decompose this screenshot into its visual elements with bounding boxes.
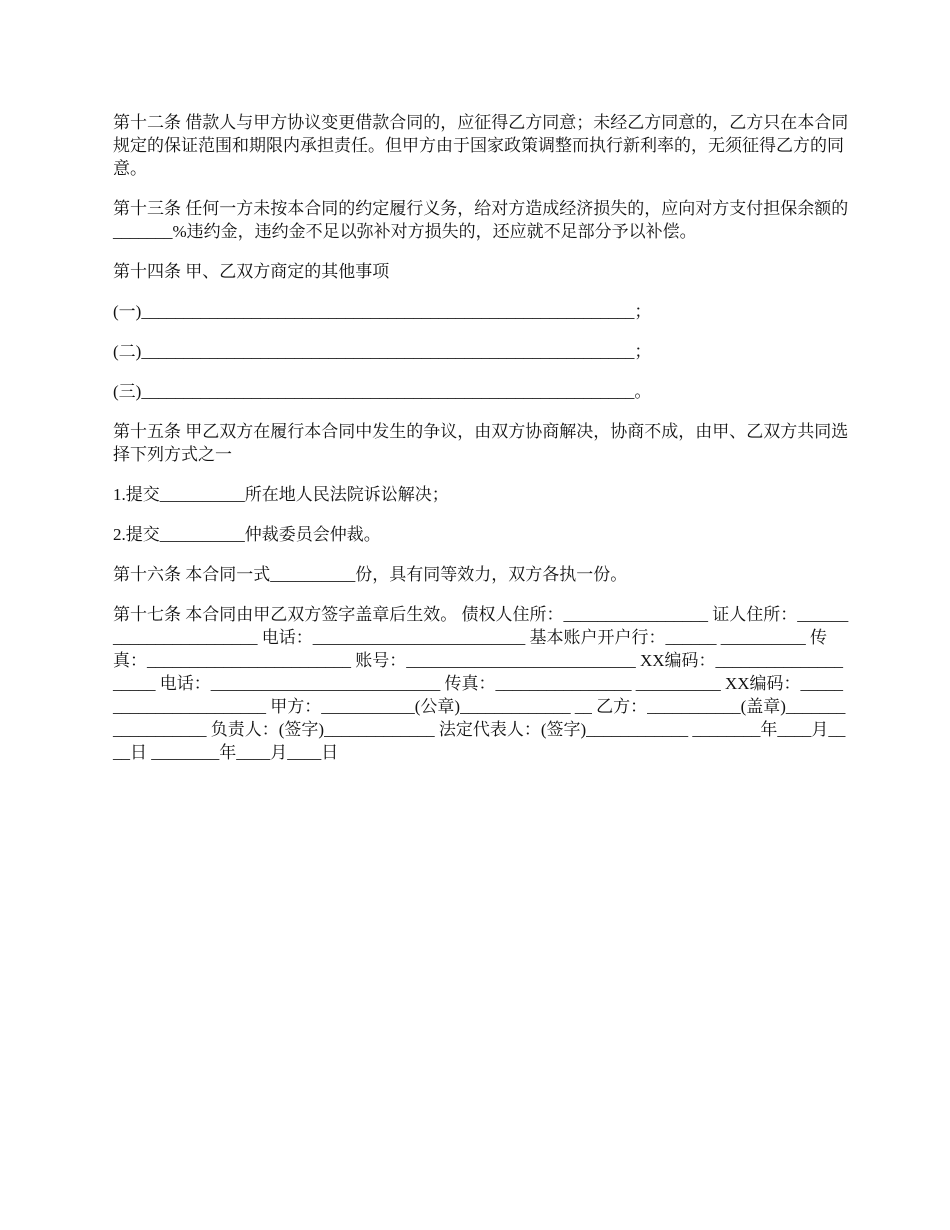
article-17-signatures: 第十七条 本合同由甲乙双方签字盖章后生效。 债权人住所：_________________ 证人住所：_______________________ 电话：_________________________ 基本账户开户行：______ __________ 传真：________________________ 账号：___________________________ XX编码：____________________ 电话：___________________________ 传真：________________ __________ XX编码：_______________________ 甲方：___________(公章)_____________ __ 乙方：___________(盖章)__________________ 负责人：(签字)_____________ 法定代表人：(签字)____________ ________年____月____日 ________年____月____日	[113, 605, 849, 762]
other-matter-3: (三)__________________________________________________________。	[113, 382, 652, 401]
dispute-option-2: 2.提交__________仲裁委员会仲裁。	[113, 525, 381, 544]
article-14: 第十四条 甲、乙双方商定的其他事项	[113, 262, 390, 281]
other-matter-2: (二)__________________________________________________________；	[113, 342, 652, 361]
article-16: 第十六条 本合同一式__________份，具有同等效力，双方各执一份。	[113, 565, 628, 584]
article-13: 第十三条 任何一方未按本合同的约定履行义务，给对方造成经济损失的，应向对方支付担保余额的_______%违约金，违约金不足以弥补对方损失的，还应就不足部分予以补偿。	[113, 199, 849, 241]
article-15: 第十五条 甲乙双方在履行本合同中发生的争议，由双方协商解决，协商不成，由甲、乙双方共同选择下列方式之一	[113, 422, 849, 464]
other-matter-1: (一)__________________________________________________________；	[113, 302, 652, 321]
article-12: 第十二条 借款人与甲方协议变更借款合同的，应征得乙方同意；未经乙方同意的，乙方只在本合同规定的保证范围和期限内承担责任。但甲方由于国家政策调整而执行新利率的，无须征得乙方的同意。	[113, 113, 849, 178]
contract-page	[113, 111, 850, 778]
dispute-option-1: 1.提交__________所在地人民法院诉讼解决；	[113, 485, 449, 504]
